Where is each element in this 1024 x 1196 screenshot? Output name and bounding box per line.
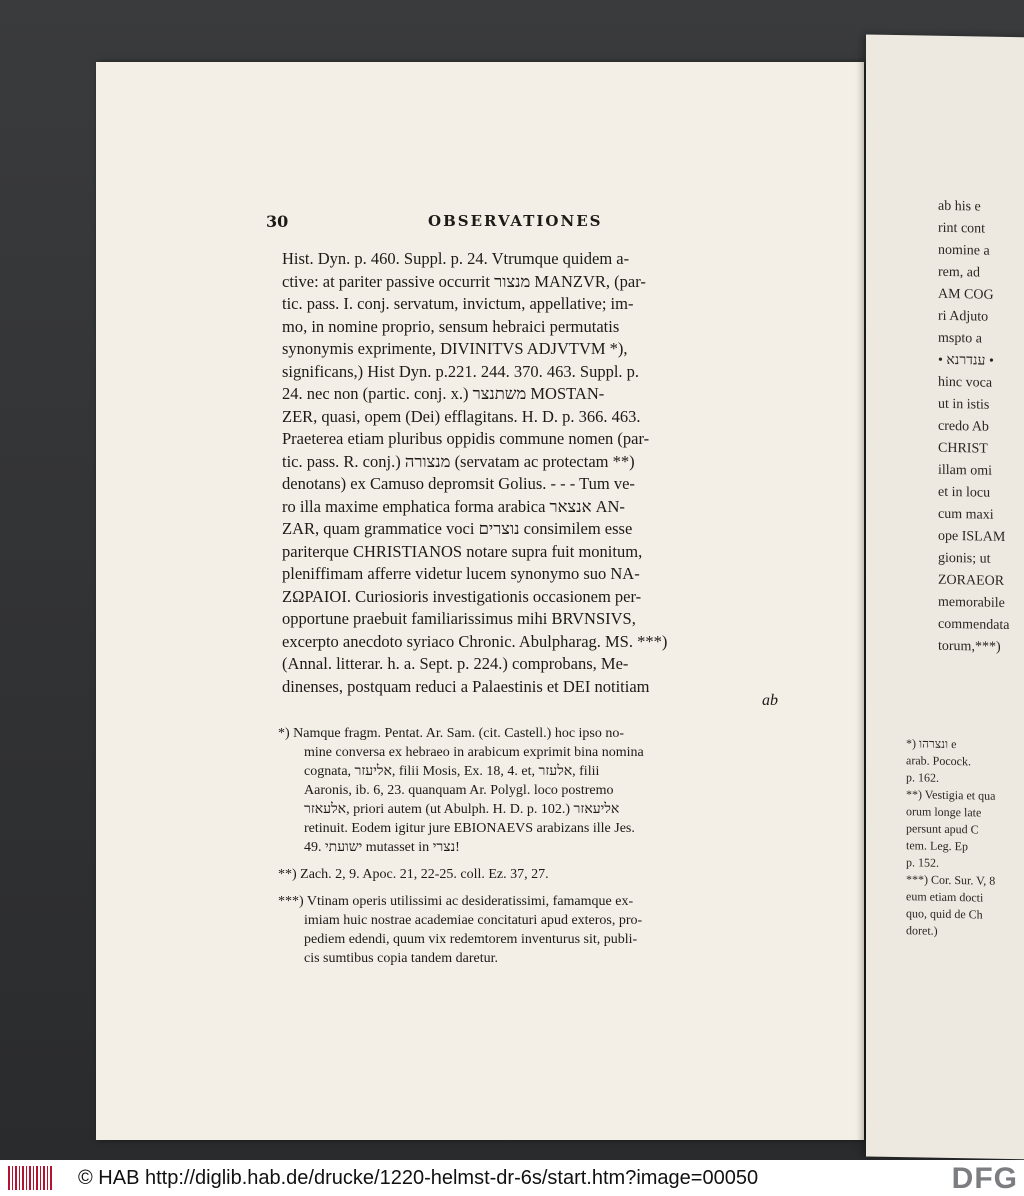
right-page-footnotes (866, 735, 995, 941)
body-line: mo, in nomine proprio, sensum hebraici permutatis (282, 316, 620, 336)
right-page-footnote-line: p. 162. (906, 770, 939, 785)
body-line: denotans) ex Camuso depromsit Golius. - - - Tum ve- (282, 474, 635, 493)
body-line: Hist. Dyn. p. 460. Suppl. p. 24. Vtrumque quidem a- (282, 249, 630, 268)
right-page-line: commendata (938, 616, 1010, 634)
footnote-line: *) Namque fragm. Pentat. Ar. Sam. (cit. Castell.) hoc ipso no- (278, 726, 625, 741)
right-page-line: ab his e (938, 198, 981, 215)
body-line: opportune praebuit familiarissimus mihi BRVNSIVS, (282, 609, 636, 628)
body-line: pariterque CHRISTIANOS notare supra fuit monitum, (282, 541, 643, 561)
dfg-logo: DFG (951, 1162, 1018, 1195)
body-text (282, 248, 802, 698)
footnote-line: ***) Vtinam operis utilissimi ac desideratissimi, famamque ex- (278, 894, 634, 909)
right-page-fragment (866, 35, 1024, 1160)
body-line: tic. pass. R. conj.) מנצורה (servatam ac protectam **) (282, 451, 635, 471)
body-line: pleniffimam afferre videtur lucem synonymo suo NA- (282, 564, 640, 583)
footnote-line: mine conversa ex hebraeo in arabicum exprimit bina nomina (304, 745, 644, 760)
right-page-line: CHRIST (938, 440, 988, 457)
footnote-line: Aaronis, ib. 6, 23. quanquam Ar. Polygl. loco postremo (304, 783, 614, 798)
footnote-line: 49. ישועתי mutasset in נצרי! (304, 840, 460, 855)
body-line: synonymis exprimente, DIVINITVS ADJVTVM *), (282, 339, 628, 358)
footnote-line: אלעאזר, priori autem (ut Abulph. H. D. p. 102.) אליעאזר (304, 802, 620, 817)
body-line: ΖΩΡΑΙΟΙ. Curiosioris investigationis occasionem per- (282, 586, 642, 606)
right-page-footnote-line: orum longe late (906, 804, 982, 820)
right-page-line: cum maxi (938, 506, 994, 523)
body-line: significans,) Hist Dyn. p.221. 244. 370. 463. Suppl. p. (282, 361, 640, 381)
footnote (278, 724, 818, 857)
right-page-line: memorabile (938, 594, 1005, 611)
right-page-line: ope ISLAM (938, 528, 1006, 545)
barcode-icon (8, 1166, 52, 1190)
right-page-line: hinc voca (938, 374, 993, 391)
right-page-footnote-line: ***) Cor. Sur. V, 8 (906, 872, 996, 888)
right-page-line: • ענדרנא • (938, 352, 994, 369)
footnotes (278, 724, 818, 976)
right-page-line: ut in istis (938, 396, 990, 413)
right-page-line: et in locu (938, 484, 991, 501)
body-line: ctive: at pariter passive occurrit מנצור MANZVR, (par- (282, 271, 646, 291)
right-page-footnote-line: eum etiam docti (906, 889, 984, 905)
right-page-line: credo Ab (938, 418, 989, 435)
right-page-line: rint cont (938, 220, 986, 237)
body-line: dinenses, postquam reduci a Palaestinis et DEI notitiam (282, 676, 650, 696)
right-page-footnote-line: doret.) (906, 923, 938, 938)
body-line: (Annal. litterar. h. a. Sept. p. 224.) comprobans, Me- (282, 654, 629, 673)
body-line: ro illa maxime emphatica forma arabica אנצאר AN- (282, 496, 625, 516)
right-page-line: ri Adjuto (938, 308, 989, 325)
right-page-footnote-line: tem. Leg. Ep (906, 838, 968, 854)
body-line: Praeterea etiam pluribus oppidis commune nomen (par- (282, 429, 650, 448)
running-head: OBSERVATIONES (428, 212, 603, 230)
source-link[interactable]: © HAB http://diglib.hab.de/drucke/1220-helmst-dr-6s/start.htm?image=00050 (78, 1166, 759, 1189)
right-page-footnote-line: *) ונצרהו e (906, 736, 957, 752)
right-page-line: AM COG (938, 286, 994, 303)
page-number: 30 (266, 212, 289, 231)
right-page-line: rem, ad (938, 264, 980, 281)
right-page-footnote-line: **) Vestigia et qua (906, 787, 996, 803)
right-page-footnote-line: arab. Pocock. (906, 753, 971, 769)
right-page-footnote-line: persunt apud C (906, 821, 979, 837)
body-line: excerpto anecdoto syriaco Chronic. Abulpharag. MS. ***) (282, 631, 668, 651)
footnote-line: retinuit. Eodem igitur jure EBIONAEVS arabizans ille Jes. (304, 821, 635, 836)
right-page-line: illam omi (938, 462, 993, 479)
body-line: 24. nec non (partic. conj. x.) משתנצר MOSTAN- (282, 384, 605, 403)
footnote-line: imiam huic nostrae academiae concitaturi apud exteros, pro- (304, 913, 643, 928)
right-page-line: nomine a (938, 242, 990, 259)
body-line: ZAR, quam grammatice voci נוצרים consimilem esse (282, 519, 633, 538)
right-page-line: torum,***) (938, 638, 1001, 655)
right-page-line: mspto a (938, 330, 982, 347)
right-page-footnote-line: quo, quid de Ch (906, 906, 983, 922)
footer-bar (0, 1160, 1024, 1196)
body-line: ZER, quasi, opem (Dei) efflagitans. H. D. p. 366. 463. (282, 406, 641, 426)
right-page-line: ZORAEOR (938, 572, 1005, 589)
footnote-line: pediem edendi, quum vix redemtorem inventurus sit, publi- (304, 932, 638, 947)
right-page-text (866, 195, 1010, 660)
body-line: tic. pass. I. conj. servatum, invictum, appellative; im- (282, 294, 634, 313)
footnote (278, 865, 818, 884)
footnote-line: cognata, אליעזר, filii Mosis, Ex. 18, 4. et, אלעזר, filii (304, 764, 600, 779)
right-page-line: gionis; ut (938, 550, 991, 567)
footnote-line: cis sumtibus copia tandem daretur. (304, 951, 499, 966)
footnote (278, 892, 818, 968)
right-page-footnote-line: p. 152. (906, 855, 939, 870)
footnote-line: **) Zach. 2, 9. Apoc. 21, 22-25. coll. Ez. 37, 27. (278, 867, 549, 882)
left-page (96, 62, 864, 1140)
catchword: ab (762, 692, 778, 709)
